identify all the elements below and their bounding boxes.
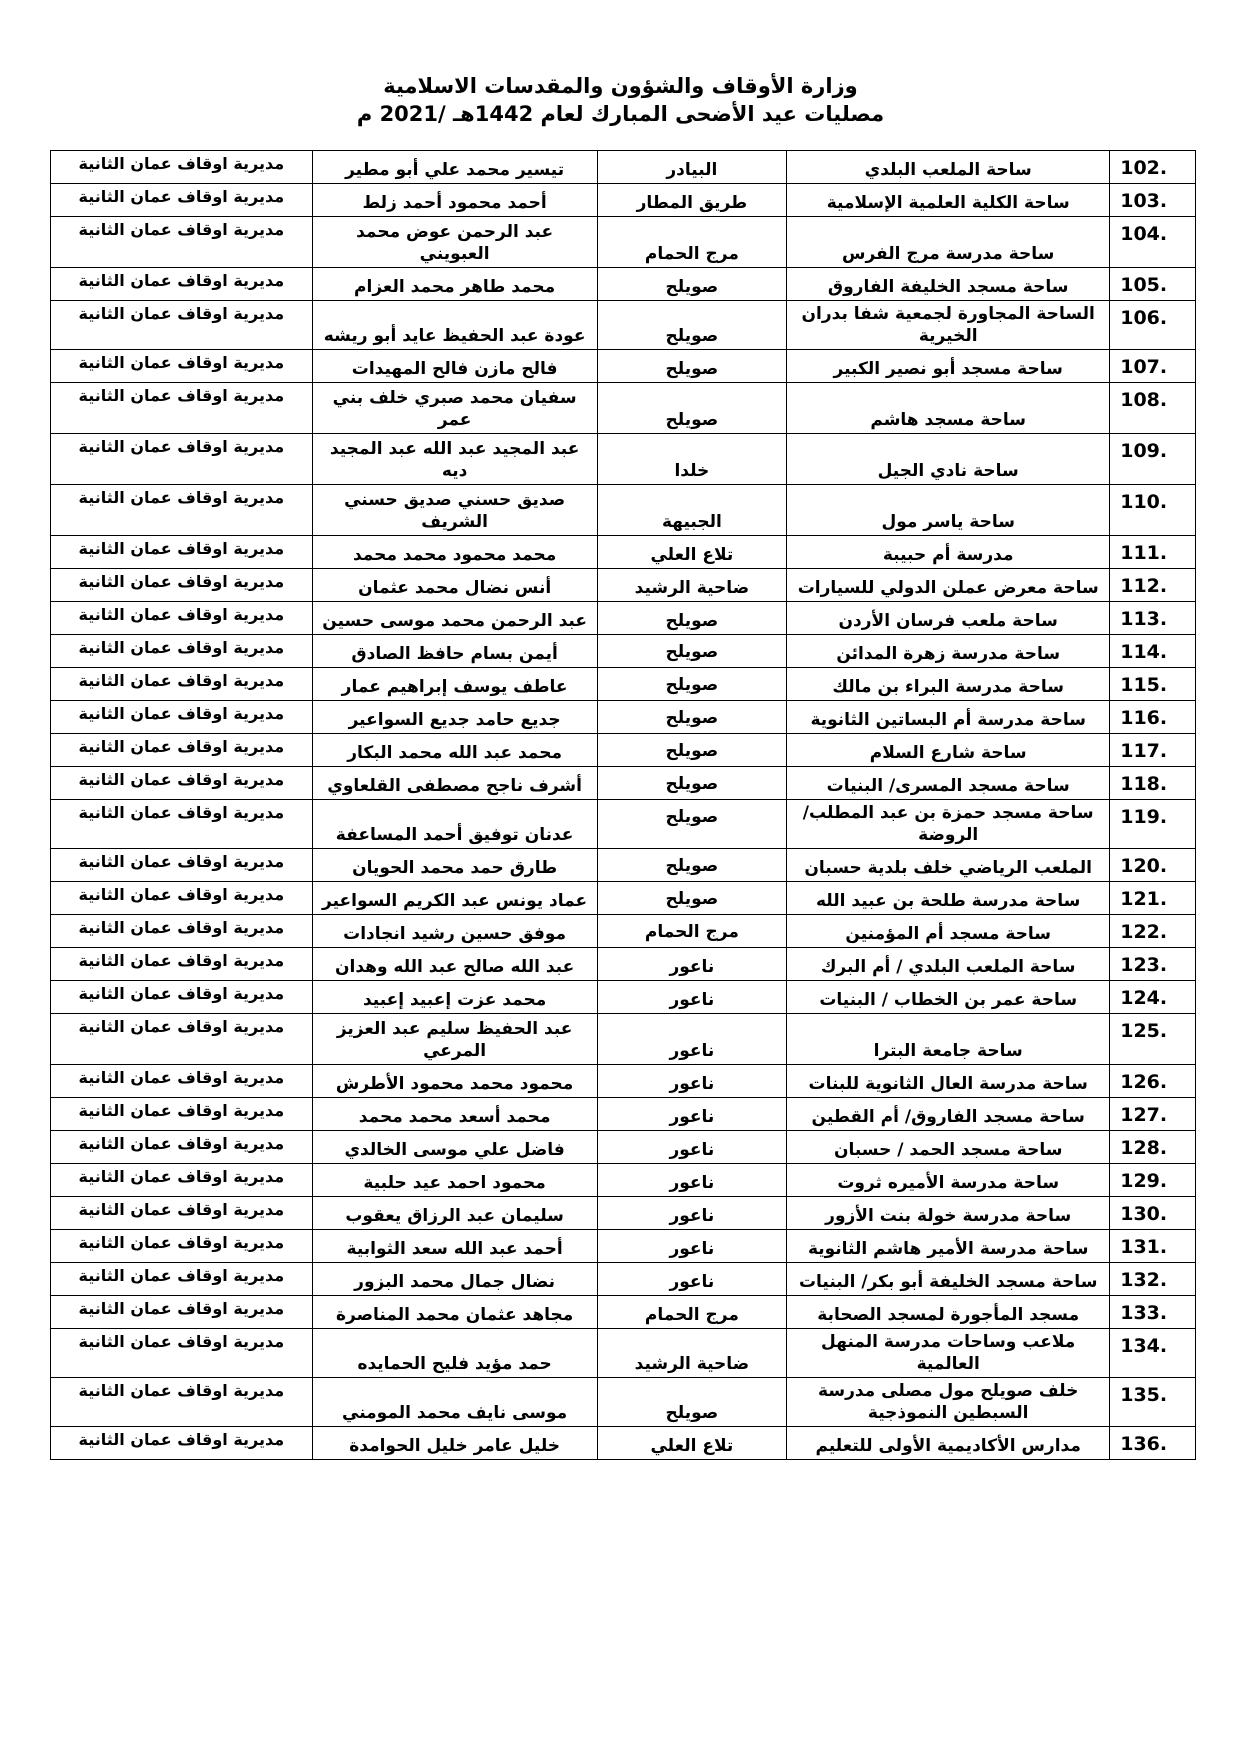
table-row (51, 800, 1196, 849)
row-number: 119. (1110, 800, 1196, 849)
area-name: صويلح (597, 268, 787, 301)
prayer-place: ساحة مدرسة العال الثانوية للبنات (787, 1065, 1110, 1098)
imam-name: تيسير محمد علي أبو مطير (312, 151, 597, 184)
table-row (51, 383, 1196, 434)
prayer-place: ساحة مسجد أبو نصير الكبير (787, 350, 1110, 383)
imam-name: حمد مؤيد فليح الحمايده (312, 1329, 597, 1378)
imam-name: خليل عامر خليل الحوامدة (312, 1427, 597, 1460)
table-row (51, 1329, 1196, 1378)
prayer-place: ساحة مدرسة مرج الفرس (787, 217, 1110, 268)
prayer-place: ساحة مدرسة الأمير هاشم الثانوية (787, 1230, 1110, 1263)
row-number: 109. (1110, 434, 1196, 485)
table-row (51, 434, 1196, 485)
table-row (51, 217, 1196, 268)
prayer-place: ساحة مسجد الفاروق/ أم القطين (787, 1098, 1110, 1131)
area-name: ناعور (597, 1230, 787, 1263)
prayer-place: ساحة مسجد الخليفة أبو بكر/ البنيات (787, 1263, 1110, 1296)
directorate-name: مديرية اوقاف عمان الثانية (51, 1329, 313, 1378)
prayer-place: ساحة نادي الجيل (787, 434, 1110, 485)
directorate-name: مديرية اوقاف عمان الثانية (51, 1296, 313, 1329)
directorate-name: مديرية اوقاف عمان الثانية (51, 268, 313, 301)
area-name: خلدا (597, 434, 787, 485)
area-name: صويلح (597, 1378, 787, 1427)
table-row (51, 767, 1196, 800)
row-number: 120. (1110, 849, 1196, 882)
row-number: 128. (1110, 1131, 1196, 1164)
imam-name: عماد يونس عبد الكريم السواعير (312, 882, 597, 915)
imam-name: نضال جمال محمد البزور (312, 1263, 597, 1296)
table-row (51, 1263, 1196, 1296)
row-number: 126. (1110, 1065, 1196, 1098)
table-row (51, 536, 1196, 569)
prayer-grounds-table (50, 150, 1196, 1460)
row-number: 103. (1110, 184, 1196, 217)
area-name: ضاحية الرشيد (597, 1329, 787, 1378)
table-row (51, 1098, 1196, 1131)
row-number: 111. (1110, 536, 1196, 569)
row-number: 108. (1110, 383, 1196, 434)
imam-name: عودة عبد الحفيظ عايد أبو ريشه (312, 301, 597, 350)
directorate-name: مديرية اوقاف عمان الثانية (51, 1263, 313, 1296)
area-name: الجبيهة (597, 485, 787, 536)
row-number: 134. (1110, 1329, 1196, 1378)
row-number: 135. (1110, 1378, 1196, 1427)
table-row (51, 1427, 1196, 1460)
area-name: صويلح (597, 701, 787, 734)
prayer-place: ملاعب وساحات مدرسة المنهل العالمية (787, 1329, 1110, 1378)
row-number: 123. (1110, 948, 1196, 981)
area-name: طريق المطار (597, 184, 787, 217)
prayer-place: ساحة مسجد هاشم (787, 383, 1110, 434)
directorate-name: مديرية اوقاف عمان الثانية (51, 1427, 313, 1460)
directorate-name: مديرية اوقاف عمان الثانية (51, 1065, 313, 1098)
prayer-place: مدارس الأكاديمية الأولى للتعليم (787, 1427, 1110, 1460)
row-number: 113. (1110, 602, 1196, 635)
directorate-name: مديرية اوقاف عمان الثانية (51, 668, 313, 701)
table-row (51, 915, 1196, 948)
area-name: البيادر (597, 151, 787, 184)
table-row (51, 882, 1196, 915)
imam-name: فالح مازن فالح المهيدات (312, 350, 597, 383)
table-row (51, 849, 1196, 882)
directorate-name: مديرية اوقاف عمان الثانية (51, 701, 313, 734)
prayer-place: ساحة مسجد المسرى/ البنيات (787, 767, 1110, 800)
directorate-name: مديرية اوقاف عمان الثانية (51, 1164, 313, 1197)
row-number: 107. (1110, 350, 1196, 383)
prayer-place: ساحة عمر بن الخطاب / البنيات (787, 981, 1110, 1014)
imam-name: عبد الله صالح عبد الله وهدان (312, 948, 597, 981)
row-number: 127. (1110, 1098, 1196, 1131)
imam-name: أحمد محمود أحمد زلط (312, 184, 597, 217)
table-row (51, 350, 1196, 383)
area-name: صويلح (597, 800, 787, 849)
prayer-place: ساحة مسجد الخليفة الفاروق (787, 268, 1110, 301)
imam-name: أشرف ناجح مصطفى القلعاوي (312, 767, 597, 800)
directorate-name: مديرية اوقاف عمان الثانية (51, 948, 313, 981)
row-number: 129. (1110, 1164, 1196, 1197)
prayer-place: ساحة مدرسة الأميره ثروت (787, 1164, 1110, 1197)
prayer-place: ساحة مسجد حمزة بن عبد المطلب/الروضة (787, 800, 1110, 849)
prayer-place: ساحة مدرسة خولة بنت الأزور (787, 1197, 1110, 1230)
table-row (51, 1296, 1196, 1329)
directorate-name: مديرية اوقاف عمان الثانية (51, 383, 313, 434)
area-name: مرج الحمام (597, 1296, 787, 1329)
directorate-name: مديرية اوقاف عمان الثانية (51, 602, 313, 635)
prayer-place: ساحة شارع السلام (787, 734, 1110, 767)
prayer-place: الملعب الرياضي خلف بلدية حسبان (787, 849, 1110, 882)
directorate-name: مديرية اوقاف عمان الثانية (51, 1230, 313, 1263)
directorate-name: مديرية اوقاف عمان الثانية (51, 536, 313, 569)
row-number: 133. (1110, 1296, 1196, 1329)
imam-name: أنس نضال محمد عثمان (312, 569, 597, 602)
area-name: صويلح (597, 301, 787, 350)
table-row (51, 1197, 1196, 1230)
prayer-place: مدرسة أم حبيبة (787, 536, 1110, 569)
imam-name: جديع حامد جديع السواعير (312, 701, 597, 734)
area-name: ناعور (597, 1065, 787, 1098)
row-number: 116. (1110, 701, 1196, 734)
directorate-name: مديرية اوقاف عمان الثانية (51, 1098, 313, 1131)
imam-name: صديق حسني صديق حسني الشريف (312, 485, 597, 536)
imam-name: فاضل علي موسى الخالدي (312, 1131, 597, 1164)
imam-name: محمود احمد عيد حلبية (312, 1164, 597, 1197)
imam-name: أيمن بسام حافظ الصادق (312, 635, 597, 668)
directorate-name: مديرية اوقاف عمان الثانية (51, 217, 313, 268)
row-number: 110. (1110, 485, 1196, 536)
area-name: صويلح (597, 635, 787, 668)
prayer-place: ساحة الملعب البلدي (787, 151, 1110, 184)
directorate-name: مديرية اوقاف عمان الثانية (51, 151, 313, 184)
area-name: ناعور (597, 1263, 787, 1296)
area-name: ناعور (597, 981, 787, 1014)
imam-name: عدنان توفيق أحمد المساعفة (312, 800, 597, 849)
area-name: صويلح (597, 602, 787, 635)
directorate-name: مديرية اوقاف عمان الثانية (51, 800, 313, 849)
directorate-name: مديرية اوقاف عمان الثانية (51, 1197, 313, 1230)
imam-name: محمود محمد محمود الأطرش (312, 1065, 597, 1098)
table-row (51, 1230, 1196, 1263)
imam-name: محمد أسعد محمد محمد (312, 1098, 597, 1131)
table-row (51, 1164, 1196, 1197)
row-number: 121. (1110, 882, 1196, 915)
directorate-name: مديرية اوقاف عمان الثانية (51, 1014, 313, 1065)
prayer-place: ساحة مدرسة طلحة بن عبيد الله (787, 882, 1110, 915)
area-name: صويلح (597, 383, 787, 434)
row-number: 104. (1110, 217, 1196, 268)
directorate-name: مديرية اوقاف عمان الثانية (51, 301, 313, 350)
imam-name: موسى نايف محمد المومني (312, 1378, 597, 1427)
row-number: 114. (1110, 635, 1196, 668)
area-name: ناعور (597, 948, 787, 981)
row-number: 130. (1110, 1197, 1196, 1230)
table-row (51, 734, 1196, 767)
table-row (51, 981, 1196, 1014)
area-name: صويلح (597, 350, 787, 383)
prayer-place: ساحة مدرسة زهرة المدائن (787, 635, 1110, 668)
row-number: 132. (1110, 1263, 1196, 1296)
imam-name: مجاهد عثمان محمد المناصرة (312, 1296, 597, 1329)
area-name: صويلح (597, 767, 787, 800)
row-number: 125. (1110, 1014, 1196, 1065)
prayer-place: خلف صويلح مول مصلى مدرسة السبطين النموذجية (787, 1378, 1110, 1427)
table-row (51, 569, 1196, 602)
imam-name: محمد طاهر محمد العزام (312, 268, 597, 301)
directorate-name: مديرية اوقاف عمان الثانية (51, 350, 313, 383)
directorate-name: مديرية اوقاف عمان الثانية (51, 981, 313, 1014)
prayer-place: ساحة الكلية العلمية الإسلامية (787, 184, 1110, 217)
area-name: ناعور (597, 1131, 787, 1164)
directorate-name: مديرية اوقاف عمان الثانية (51, 915, 313, 948)
row-number: 122. (1110, 915, 1196, 948)
imam-name: سليمان عبد الرزاق يعقوب (312, 1197, 597, 1230)
imam-name: محمد محمود محمد محمد (312, 536, 597, 569)
imam-name: سفيان محمد صبري خلف بني عمر (312, 383, 597, 434)
prayer-place: ساحة مسجد أم المؤمنين (787, 915, 1110, 948)
prayer-place: ساحة ياسر مول (787, 485, 1110, 536)
row-number: 115. (1110, 668, 1196, 701)
prayer-place: ساحة معرض عملن الدولي للسيارات (787, 569, 1110, 602)
area-name: ضاحية الرشيد (597, 569, 787, 602)
directorate-name: مديرية اوقاف عمان الثانية (51, 1378, 313, 1427)
directorate-name: مديرية اوقاف عمان الثانية (51, 734, 313, 767)
imam-name: عبد الحفيظ سليم عبد العزيز المرعي (312, 1014, 597, 1065)
prayer-place: الساحة المجاورة لجمعية شفا بدران الخيرية (787, 301, 1110, 350)
area-name: صويلح (597, 882, 787, 915)
prayer-place: ساحة ملعب فرسان الأردن (787, 602, 1110, 635)
document-subtitle: مصليات عيد الأضحى المبارك لعام 1442هـ /2021 م (356, 102, 885, 126)
imam-name: محمد عبد الله محمد البكار (312, 734, 597, 767)
row-number: 102. (1110, 151, 1196, 184)
table-row (51, 1378, 1196, 1427)
imam-name: عاطف يوسف إبراهيم عمار (312, 668, 597, 701)
area-name: تلاع العلي (597, 536, 787, 569)
row-number: 136. (1110, 1427, 1196, 1460)
directorate-name: مديرية اوقاف عمان الثانية (51, 569, 313, 602)
prayer-place: ساحة الملعب البلدي / أم البرك (787, 948, 1110, 981)
directorate-name: مديرية اوقاف عمان الثانية (51, 767, 313, 800)
row-number: 131. (1110, 1230, 1196, 1263)
row-number: 112. (1110, 569, 1196, 602)
area-name: ناعور (597, 1014, 787, 1065)
area-name: صويلح (597, 668, 787, 701)
area-name: مرج الحمام (597, 217, 787, 268)
table-row (51, 1131, 1196, 1164)
table-row (51, 268, 1196, 301)
area-name: صويلح (597, 849, 787, 882)
row-number: 124. (1110, 981, 1196, 1014)
area-name: تلاع العلي (597, 1427, 787, 1460)
row-number: 106. (1110, 301, 1196, 350)
prayer-place: ساحة مسجد الحمد / حسبان (787, 1131, 1110, 1164)
table-row (51, 668, 1196, 701)
prayer-place: مسجد المأجورة لمسجد الصحابة (787, 1296, 1110, 1329)
row-number: 105. (1110, 268, 1196, 301)
table-row (51, 301, 1196, 350)
imam-name: عبد الرحمن عوض محمد العبويني (312, 217, 597, 268)
directorate-name: مديرية اوقاف عمان الثانية (51, 635, 313, 668)
table-row (51, 602, 1196, 635)
table-row (51, 485, 1196, 536)
imam-name: محمد عزت إعبيد إعبيد (312, 981, 597, 1014)
area-name: صويلح (597, 734, 787, 767)
directorate-name: مديرية اوقاف عمان الثانية (51, 882, 313, 915)
table-row (51, 1065, 1196, 1098)
directorate-name: مديرية اوقاف عمان الثانية (51, 849, 313, 882)
area-name: ناعور (597, 1164, 787, 1197)
area-name: ناعور (597, 1197, 787, 1230)
table-row (51, 1014, 1196, 1065)
table-row (51, 151, 1196, 184)
area-name: مرج الحمام (597, 915, 787, 948)
directorate-name: مديرية اوقاف عمان الثانية (51, 184, 313, 217)
prayer-place: ساحة جامعة البترا (787, 1014, 1110, 1065)
imam-name: عبد المجيد عبد الله عبد المجيد ديه (312, 434, 597, 485)
area-name: ناعور (597, 1098, 787, 1131)
ministry-title: وزارة الأوقاف والشؤون والمقدسات الاسلامية (383, 74, 858, 98)
imam-name: طارق حمد محمد الحويان (312, 849, 597, 882)
imam-name: موفق حسين رشيد انجادات (312, 915, 597, 948)
directorate-name: مديرية اوقاف عمان الثانية (51, 434, 313, 485)
table-row (51, 701, 1196, 734)
directorate-name: مديرية اوقاف عمان الثانية (51, 1131, 313, 1164)
directorate-name: مديرية اوقاف عمان الثانية (51, 485, 313, 536)
table-row (51, 948, 1196, 981)
prayer-place: ساحة مدرسة أم البساتين الثانوية (787, 701, 1110, 734)
prayer-place: ساحة مدرسة البراء بن مالك (787, 668, 1110, 701)
table-row (51, 635, 1196, 668)
row-number: 117. (1110, 734, 1196, 767)
table-row (51, 184, 1196, 217)
row-number: 118. (1110, 767, 1196, 800)
imam-name: عبد الرحمن محمد موسى حسين (312, 602, 597, 635)
imam-name: أحمد عبد الله سعد الثوابية (312, 1230, 597, 1263)
